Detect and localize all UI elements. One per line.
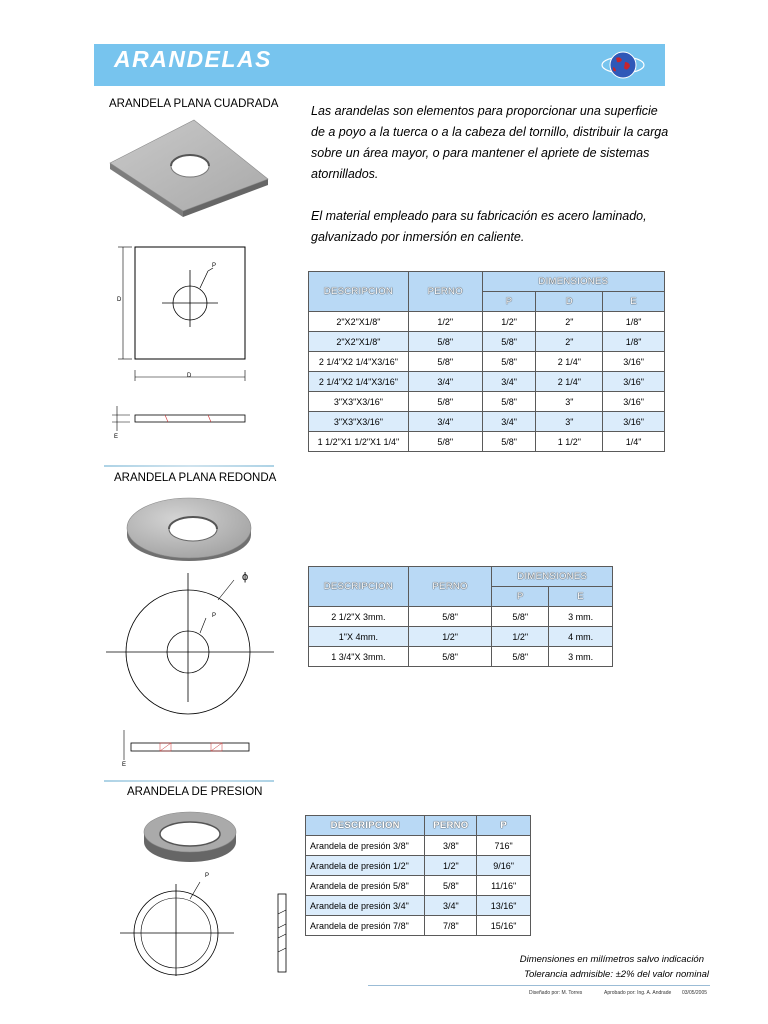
note-units: Dimensiones en milímetros salvo indicación	[519, 954, 704, 965]
table-cell: 3"	[536, 412, 603, 432]
table-cell: 2 1/4"	[536, 352, 603, 372]
table-cell: 2"	[536, 312, 603, 332]
square-label-d-side: D	[117, 297, 122, 303]
section-divider	[104, 780, 274, 782]
table-cell: 11/16"	[477, 876, 531, 896]
round-washer-title: ARANDELA PLANA REDONDA	[114, 472, 277, 484]
round-washer-drawing	[104, 570, 276, 770]
table-cell: 5/8"	[482, 332, 536, 352]
table-cell: 3/16"	[603, 372, 665, 392]
table-cell: Arandela de presión 7/8"	[306, 916, 425, 936]
table-cell: 3/8"	[425, 836, 477, 856]
table-cell: 3 mm.	[549, 607, 613, 627]
section-divider	[104, 465, 274, 467]
table-cell: 5/8"	[492, 647, 549, 667]
table-row	[309, 372, 665, 392]
table-cell: 1/2"	[492, 627, 549, 647]
table-cell: Arandela de presión 3/8"	[306, 836, 425, 856]
table-cell: 5/8"	[408, 392, 482, 412]
table-row	[309, 432, 665, 452]
pressure-washer-illustration	[140, 806, 240, 868]
table-cell: 716"	[477, 836, 531, 856]
col-header-perno: PERNO	[408, 272, 482, 312]
table-cell: 5/8"	[425, 876, 477, 896]
table-cell: 1/2"	[408, 312, 482, 332]
col-header-d: D	[536, 292, 603, 312]
table-row	[306, 856, 531, 876]
globe-logo-icon	[601, 47, 645, 83]
table-cell: 2"X2"X1/8"	[309, 312, 409, 332]
col-header-p: P	[492, 587, 549, 607]
round-label-e: E	[122, 762, 127, 768]
table-row	[309, 412, 665, 432]
col-header-descripcion: DESCRIPCION	[309, 272, 409, 312]
table-cell: 5/8"	[492, 607, 549, 627]
table-cell: 5/8"	[408, 352, 482, 372]
table-row	[309, 332, 665, 352]
table-cell: 1/4"	[603, 432, 665, 452]
table-cell: 3/16"	[603, 412, 665, 432]
col-header-descripcion: DESCRIPCION	[309, 567, 409, 607]
table-cell: 3"	[536, 392, 603, 412]
pressure-washer-drawing	[116, 872, 298, 978]
header-banner	[94, 44, 665, 86]
table-cell: 2 1/4"X2 1/4"X3/16"	[309, 372, 409, 392]
table-cell: 9/16"	[477, 856, 531, 876]
table-cell: 1 1/2"X1 1/2"X1 1/4"	[309, 432, 409, 452]
table-cell: 3/4"	[425, 896, 477, 916]
table-cell: 3/16"	[603, 352, 665, 372]
table-cell: 1"X 4mm.	[309, 627, 409, 647]
table-cell: 3/4"	[408, 372, 482, 392]
intro-paragraph-2: El material empleado para su fabricación es acero laminado, galvanizado por inmersión en caliente.	[311, 209, 647, 244]
table-row	[309, 647, 613, 667]
table-cell: 2"	[536, 332, 603, 352]
table-cell: 5/8"	[482, 352, 536, 372]
table-row	[309, 627, 613, 647]
col-header-dimensiones: DIMENSIONES	[492, 567, 613, 587]
pressure-washer-table	[305, 815, 531, 936]
table-cell: 13/16"	[477, 896, 531, 916]
table-cell: 3/16"	[603, 392, 665, 412]
table-row	[306, 836, 531, 856]
footer-designed-by: Diseñado por: M. Torres	[529, 990, 583, 996]
table-cell: 2 1/4"	[536, 372, 603, 392]
table-cell: 5/8"	[482, 432, 536, 452]
table-cell: Arandela de presión 5/8"	[306, 876, 425, 896]
table-cell: 1/8"	[603, 312, 665, 332]
footer-rule	[368, 985, 710, 986]
intro-text	[311, 101, 671, 248]
table-row	[306, 896, 531, 916]
table-cell: 1/2"	[425, 856, 477, 876]
square-label-e: E	[114, 434, 119, 440]
col-header-p: P	[482, 292, 536, 312]
table-row	[309, 312, 665, 332]
note-tolerance: Tolerancia admisible: ±2% del valor nominal	[524, 969, 709, 980]
table-cell: 1 1/2"	[536, 432, 603, 452]
footer-approved-by: Aprobado por: Ing. A. Andrade	[604, 990, 672, 996]
table-cell: 1/2"	[408, 627, 492, 647]
table-cell: 5/8"	[408, 607, 492, 627]
table-cell: Arandela de presión 3/4"	[306, 896, 425, 916]
table-cell: 5/8"	[408, 432, 482, 452]
table-cell: 5/8"	[482, 392, 536, 412]
table-cell: 15/16"	[477, 916, 531, 936]
col-header-p: P	[477, 816, 531, 836]
table-cell: 5/8"	[408, 332, 482, 352]
square-washer-illustration	[108, 114, 270, 224]
col-header-dimensiones: DIMENSIONES	[482, 272, 664, 292]
square-washer-table	[308, 271, 665, 452]
table-row	[306, 876, 531, 896]
table-cell: 7/8"	[425, 916, 477, 936]
table-cell: 4 mm.	[549, 627, 613, 647]
square-washer-title: ARANDELA PLANA CUADRADA	[109, 98, 279, 110]
table-row	[309, 607, 613, 627]
table-cell: 1/8"	[603, 332, 665, 352]
table-cell: 1/2"	[482, 312, 536, 332]
round-label-phi: ϕ	[242, 571, 249, 583]
page-title: ARANDELAS	[114, 46, 272, 72]
table-cell: 3/4"	[408, 412, 482, 432]
table-cell: 3"X3"X3/16"	[309, 392, 409, 412]
table-row	[309, 392, 665, 412]
col-header-descripcion: DESCRIPCION	[306, 816, 425, 836]
round-label-p: P	[212, 613, 217, 619]
round-washer-illustration	[124, 490, 254, 565]
table-cell: 3/4"	[482, 412, 536, 432]
table-row	[309, 352, 665, 372]
square-label-d-bottom: D	[187, 373, 192, 379]
pressure-label-p: P	[205, 873, 210, 879]
table-cell: 5/8"	[408, 647, 492, 667]
round-washer-table	[308, 566, 613, 667]
table-cell: 2 1/4"X2 1/4"X3/16"	[309, 352, 409, 372]
table-cell: 1 3/4"X 3mm.	[309, 647, 409, 667]
table-cell: 3"X3"X3/16"	[309, 412, 409, 432]
intro-paragraph-1: Las arandelas son elementos para proporcionar una superficie de a poyo a la tuerca o a la cabeza del tornillo, distribuir la carga sobre un área mayor, o para mantener el apriete de sistemas atornillados.	[311, 104, 669, 181]
table-cell: 2"X2"X1/8"	[309, 332, 409, 352]
table-cell: 2 1/2"X 3mm.	[309, 607, 409, 627]
col-header-e: E	[549, 587, 613, 607]
table-cell: Arandela de presión 1/2"	[306, 856, 425, 876]
square-washer-drawing	[110, 240, 250, 445]
table-row	[306, 916, 531, 936]
square-label-p: P	[212, 263, 217, 269]
footer-date: 03/05/2005	[682, 990, 708, 996]
pressure-washer-title: ARANDELA DE PRESION	[127, 786, 263, 798]
table-cell: 3/4"	[482, 372, 536, 392]
col-header-e: E	[603, 292, 665, 312]
col-header-perno: PERNO	[425, 816, 477, 836]
col-header-perno: PERNO	[408, 567, 492, 607]
table-cell: 3 mm.	[549, 647, 613, 667]
